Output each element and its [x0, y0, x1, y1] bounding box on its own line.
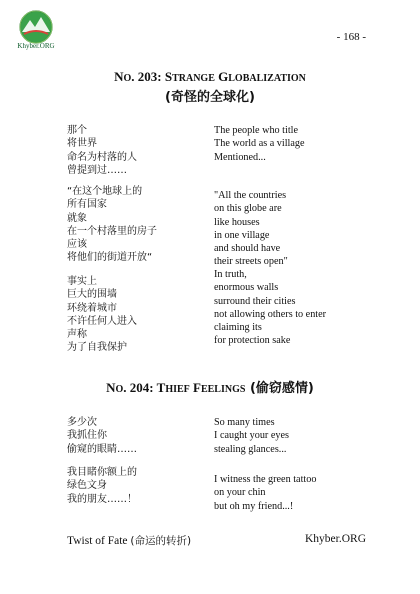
poem-203-subtitle: (奇怪的全球化) [165, 90, 255, 105]
poem-203-stanza-zh: “在这个地球上的 所有国家 就象 在一个村落里的房子 应该 将他们的街道开放“ [67, 186, 157, 264]
poem-204-title: NO. 204: THIEF FEELINGS (偷窃感情) [106, 380, 314, 396]
logo-label: Khyber.ORG [17, 42, 55, 50]
poem-203-stanza-en: The people who title The world as a village Mentioned... [214, 125, 305, 163]
poem-204-stanza-en: I witness the green tattoo on your chin but oh my friend...! [214, 474, 317, 512]
poem-204-stanza-zh: 我目睹你额上的 绿色文身 我的朋友……！ [67, 467, 137, 505]
poem-203-title: NO. 203: STRANGE GLOBALIZATION [114, 69, 306, 84]
poem-203-stanza-zh: 事实上 巨大的围墙 环绕着城市 不许任何人进入 声称 为了自我保护 [67, 276, 137, 354]
poem-204-stanza-zh: 多少次 我抓住你 偷窥的眼睛…… [67, 417, 137, 455]
page-number: - 168 - [336, 31, 366, 43]
poem-203-stanza-zh: 那个 将世界 命名为村落的人 曾提到过…… [67, 125, 137, 176]
footer-site-name: Khyber.ORG [304, 533, 366, 545]
poem-203-stanza-en: In truth, enormous walls surround their cities not allowing others to enter claiming its for protection sake [214, 269, 327, 347]
poem-203-stanza-en: "All the countries on this globe are like houses in one village and should have their streets open" [214, 190, 288, 268]
poem-204-stanza-en: So many times I caught your eyes stealing glances... [214, 417, 289, 455]
footer-book-title: Twist of Fate (命运的转折) [67, 535, 192, 547]
